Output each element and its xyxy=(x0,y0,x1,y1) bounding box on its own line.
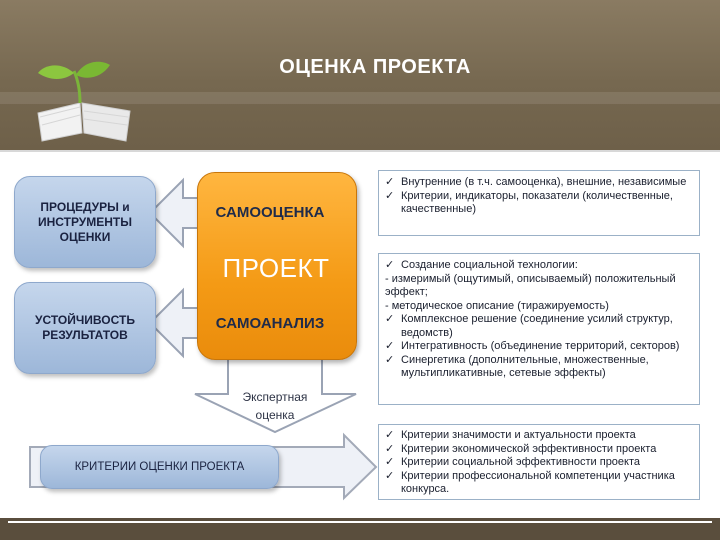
criteria-item: ✓ Критерии экономической эффективности проекта xyxy=(385,442,657,455)
criteria-item: ✓ Критерии профессиональной компетенции участника конкурса. xyxy=(385,469,675,495)
check-icon: ✓ xyxy=(385,313,395,325)
check-icon: ✓ xyxy=(385,456,395,468)
criteria-card xyxy=(40,445,279,489)
criteria-label: КРИТЕРИИ ОЦЕНКИ ПРОЕКТА xyxy=(74,460,245,473)
methods-item: ✓ Критерии, индикаторы, показатели (количественные, качественные) xyxy=(385,189,673,215)
results-item: ✓ Интегративность (объединение территорий, секторов) xyxy=(385,340,680,352)
expert-line-2: оценка xyxy=(255,408,295,422)
results-line: - методическое описание (тиражируемость) xyxy=(385,299,609,312)
project-label: ПРОЕКТ xyxy=(222,253,330,283)
sustainability-card xyxy=(14,282,156,374)
results-item: ✓ Создание социальной технологии: xyxy=(385,259,578,271)
results-line: - измеримый (ощутимый, описываемый) положительный эффект; xyxy=(385,272,676,298)
check-icon: ✓ xyxy=(385,469,395,482)
procedures-card xyxy=(14,176,156,268)
check-icon: ✓ xyxy=(385,429,395,441)
criteria-item: ✓ Критерии значимости и актуальности проекта xyxy=(385,429,636,441)
check-icon: ✓ xyxy=(385,442,395,455)
results-box xyxy=(378,253,700,405)
page-title: ОЦЕНКА ПРОЕКТА xyxy=(279,56,471,78)
check-icon: ✓ xyxy=(385,189,395,202)
check-icon: ✓ xyxy=(385,353,395,366)
methods-box xyxy=(378,170,700,236)
check-icon: ✓ xyxy=(385,340,395,352)
criteria-box xyxy=(378,424,700,500)
results-item: ✓ Комплексное решение (соединение усилий структур, ведомств) xyxy=(385,313,673,339)
expert-assessment-label xyxy=(230,388,320,424)
self-assessment-label: САМООЦЕНКА xyxy=(215,204,325,221)
procedures-label: ПРОЦЕДУРЫ и ИНСТРУМЕНТЫ ОЦЕНКИ xyxy=(37,199,133,244)
results-item: ✓ Синергетика (дополнительные, множественные, мультипликативные, сетевые эффекты) xyxy=(385,353,649,379)
expert-line-1: Экспертная xyxy=(242,390,308,404)
self-analysis-label: САМОАНАЛИЗ xyxy=(215,315,325,332)
footer-line xyxy=(8,521,712,523)
check-icon: ✓ xyxy=(385,259,395,271)
sustainability-label: УСТОЙЧИВОСТЬ РЕЗУЛЬТАТОВ xyxy=(35,313,135,342)
check-icon: ✓ xyxy=(385,176,395,188)
methods-item: ✓ Внутренние (в т.ч. самооценка), внешние, независимые xyxy=(385,176,687,188)
criteria-item: ✓ Критерии социальной эффективности проекта xyxy=(385,456,641,468)
